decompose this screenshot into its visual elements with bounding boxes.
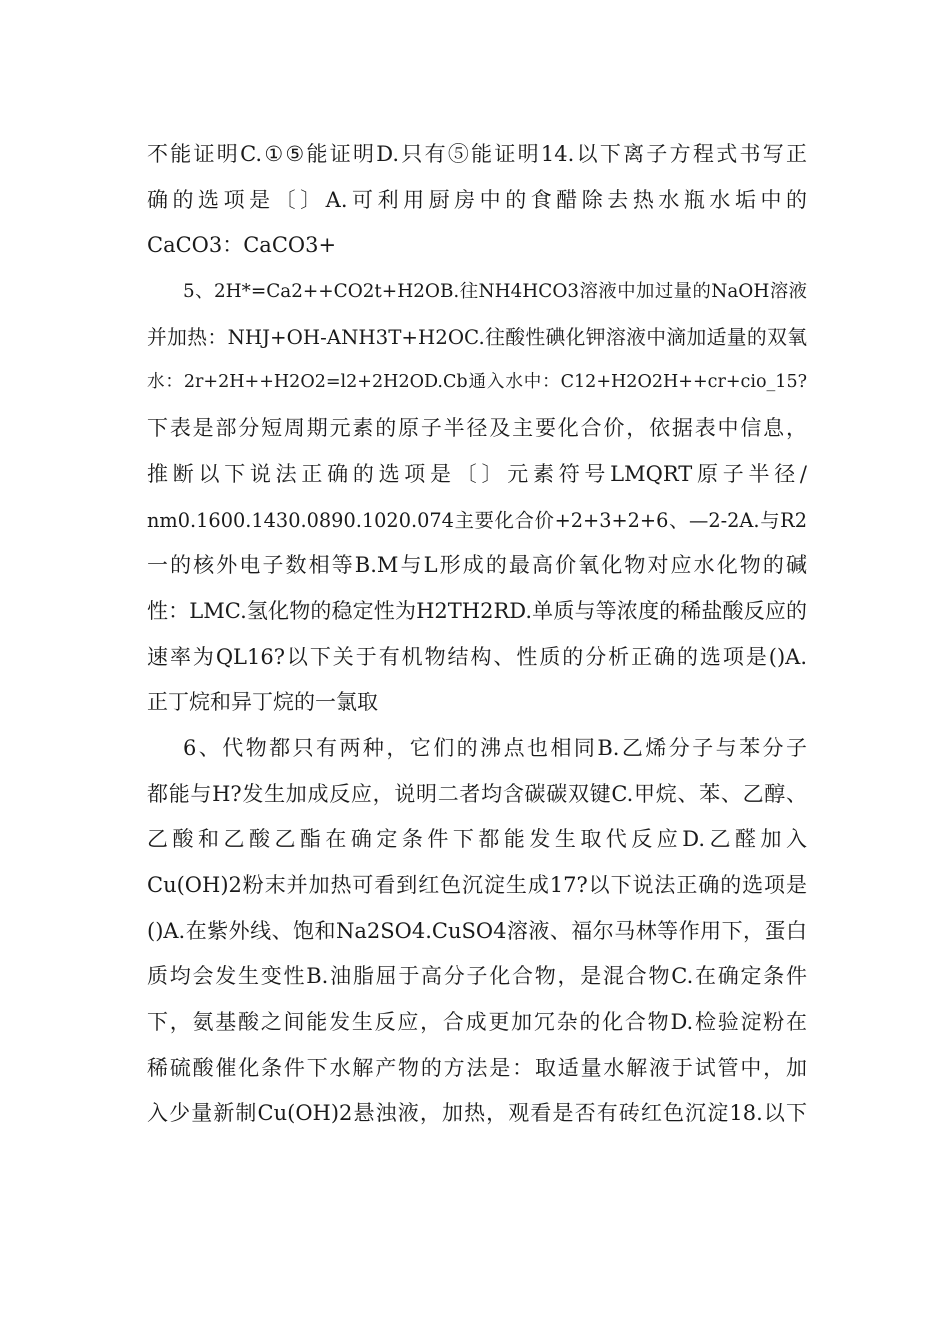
text-line: 下表是部分短周期元素的原子半径及主要化合价，依据表中信息， [147,416,807,441]
text-line: 稀硫酸催化条件下水解产物的方法是：取适量水解液于试管中，加 [147,1055,807,1080]
text-line: 5、2H*=Ca2++CO2t+H2OB.往NH4HCO3溶液中加过量的NaOH溶液 [183,281,807,303]
text-line: 水：2r+2H++H2O2=l2+2H2OD.Cb通入水中：C12+H2O2H++cr+cio_15? [147,372,807,393]
text-line: ()A.在紫外线、饱和Na2SO4.CuSO4溶液、福尔马林等作用下，蛋白 [147,918,807,943]
text-line: 速率为QL16?以下关于有机物结构、性质的分析正确的选项是()A. [147,644,807,669]
text-line: 并加热：NHJ+OH-ANH3T+H2OC.往酸性碘化钾溶液中滴加适量的双氧 [147,325,807,349]
body-text [147,132,807,1137]
text-line: 推断以下说法正确的选项是〔〕元素符号LMQRT原子半径/ [147,461,807,486]
text-line: 入少量新制Cu(OH)2悬浊液，加热，观看是否有砖红色沉淀18.以下 [147,1101,807,1126]
text-line: 都能与H?发生加成反应，说明二者均含碳碳双键C.甲烷、苯、乙醇、 [147,781,807,806]
text-line: 确的选项是〔〕A.可利用厨房中的食醋除去热水瓶水垢中的 [147,187,807,212]
text-line: nm0.1600.1430.0890.1020.074主要化合价+2+3+2+6、—2-2A.与R2 [147,508,807,532]
text-line: 乙酸和乙酸乙酯在确定条件下都能发生取代反应D.乙醛加入 [147,827,807,852]
text-line: Cu(OH)2粉末并加热可看到红色沉淀生成17?以下说法正确的选项是 [147,873,807,897]
text-line: 6、代物都只有两种，它们的沸点也相同B.乙烯分子与苯分子 [183,735,807,760]
text-line: 不能证明C.①⑤能证明D.只有⑤能证明14.以下离子方程式书写正 [147,142,807,166]
text-line: 质均会发生变性B.油脂屈于高分子化合物，是混合物C.在确定条件 [147,964,807,989]
text-line: 一的核外电子数相等B.M与L形成的最高价氧化物对应水化物的碱 [147,553,807,578]
text-line: 正丁烷和异丁烷的一氯取 [147,690,378,715]
text-line: CaCO3：CaCO3+ [147,233,337,258]
text-line: 下，氨基酸之间能发生反应，合成更加冗杂的化合物D.检验淀粉在 [147,1010,807,1035]
text-line: 性：LMC.氢化物的稳定性为H2TH2RD.单质与等浓度的稀盐酸反应的 [147,598,807,623]
